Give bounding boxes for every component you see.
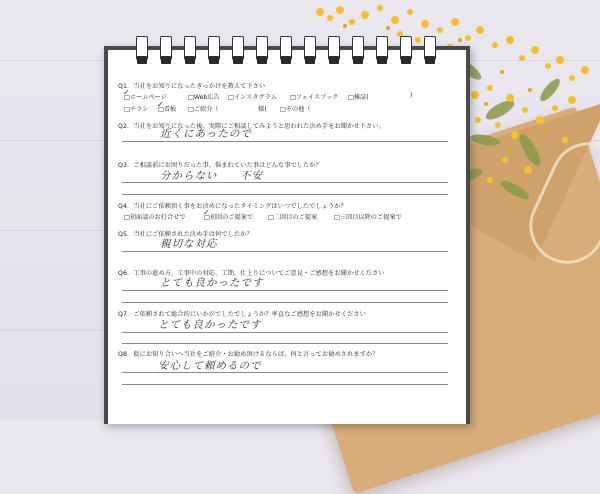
answer-line (122, 290, 448, 291)
option-first-consult[interactable]: □初面談のお打合せで (124, 214, 186, 221)
option-magazine[interactable]: □雑誌( (348, 94, 369, 101)
binding-ring (136, 36, 148, 64)
option-web-ad[interactable]: □Web広告 (188, 94, 220, 101)
spiral-binding (128, 36, 448, 68)
option-signboard[interactable]: □看板 (158, 106, 177, 113)
answer-line (122, 302, 448, 303)
answer-line (122, 343, 448, 344)
question-8: Q8．仮にお知り合いへ当社をご紹介・お勧め頂けるならば、何と言ってお勧めされますか？ (118, 351, 379, 358)
option-other[interactable]: □その他（ (280, 106, 311, 113)
option-homepage[interactable]: □ホームページ (124, 94, 167, 101)
option-first-proposal[interactable]: □初回のご提案で (204, 214, 254, 221)
binding-ring (160, 36, 172, 64)
question-6: Q6．工事の進め方、工事中の対応、工期、仕上りについてご意見・ご感想をお聞かせください (118, 270, 385, 277)
option-facebook[interactable]: □フェイスブック (290, 94, 339, 101)
binding-ring (400, 36, 412, 64)
answer-3b-handwritten: 不安 (240, 170, 263, 182)
magazine-close-paren: ) (410, 92, 413, 99)
binding-ring (232, 36, 244, 64)
binding-ring (280, 36, 292, 64)
answer-line (122, 141, 448, 142)
check-mark-icon: ✓ (157, 100, 164, 109)
question-2: Q2．当社をお知りになった後、実際にご相談してみようと思われた決め手をお聞かせ下さい。 (118, 123, 385, 130)
answer-8-handwritten: 安心して頼めるので (158, 360, 262, 372)
answer-7-handwritten: とても良かったです (158, 319, 262, 331)
referral-close: 様) (258, 106, 267, 113)
answer-line (122, 182, 448, 183)
binding-ring (424, 36, 436, 64)
answer-line (122, 372, 448, 373)
binding-ring (352, 36, 364, 64)
binding-ring (184, 36, 196, 64)
check-mark-icon: ✓ (123, 88, 130, 97)
answer-2-handwritten: 近くにあったので (160, 128, 252, 140)
option-referral[interactable]: □ご紹介（ (188, 106, 219, 113)
answer-line (122, 251, 448, 252)
question-1: Q1．当社をお知りになったきっかけを教えて下さい (118, 83, 266, 90)
option-second-proposal[interactable]: □二回目のご提案 (268, 214, 318, 221)
option-instagram[interactable]: □インスタグラム (228, 94, 277, 101)
binding-ring (304, 36, 316, 64)
question-5: Q5．当社にご依頼された決め手は何でしたか？ (118, 231, 253, 238)
binding-ring (376, 36, 388, 64)
check-mark-icon: ✓ (203, 208, 210, 217)
answer-5-handwritten: 親切な対応 (160, 238, 218, 250)
option-third-proposal[interactable]: □三回目以降のご提案で (334, 214, 402, 221)
option-flyer[interactable]: □チラシ (124, 106, 149, 113)
answer-line (122, 384, 448, 385)
question-3: Q3．ご相談前にお困りだった事、悩まれていた事はどんな事でしたか？ (118, 162, 322, 169)
answer-line (122, 194, 448, 195)
binding-ring (256, 36, 268, 64)
question-7: Q7．ご依頼されて総合的にいかがでしたでしょうか？率直なご感想をお聞かせください (118, 311, 366, 318)
answer-6-handwritten: とても良かったです (160, 277, 264, 289)
binding-ring (328, 36, 340, 64)
question-4: Q4．当社にご依頼頂く事をお決めになったタイミングはいつでしたでしょうか？ (118, 203, 347, 210)
answer-line (122, 332, 448, 333)
binding-ring (208, 36, 220, 64)
answer-3a-handwritten: 分からない (160, 170, 218, 182)
